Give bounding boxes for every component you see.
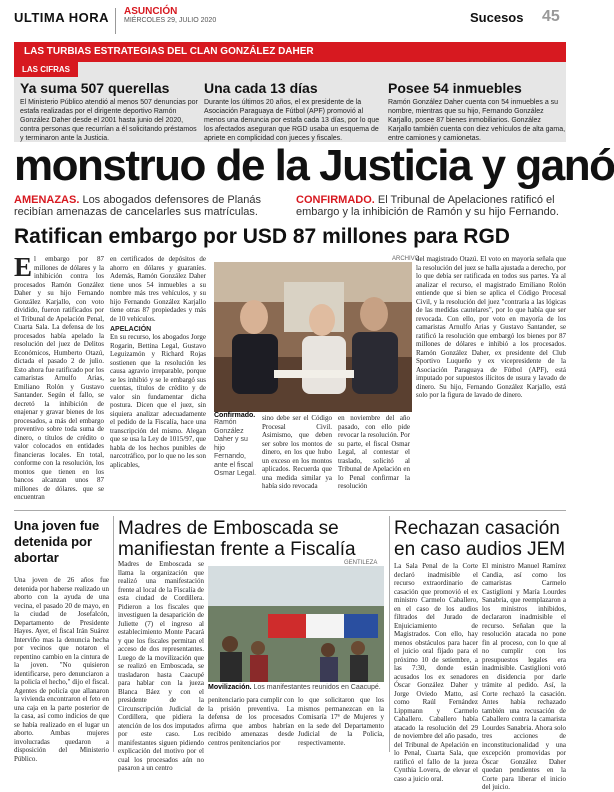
story-aborto-text — [14, 576, 109, 763]
column-text: en noviembre del año pasado, con ello pide revocar la resolución. Por su parte, el fiscal Osmar Legal, al contestar el traslado, solicitó al Tribunal de Apelación en lo Penal confirmar la resolución — [338, 414, 410, 490]
column-text: del magistrado Otazú. El voto en mayoría señala que la resolución del juez se halla ajustada a derecho, por lo que debía ser ratificada en todos sus partes. Ya al analizar el recurso, el magistrado Emiliano Rolón entiende que si bien se aplica el Código Procesal Civil, y la resolución del juez "contraría a las lógicas de las medidas cautelares", por lo que había que ser revocada. Con ello, por voto en mayoría de los camaristas Arnulfo Arias y Gustavo Santander, se ratificó la resolución que embargó los bienes por 87 millones de dólares e inhibió a los procesados. Ramón González Daher, ex presidente del Club Sportivo Luqueño y ex vicepresidente de la Asociación Paraguaya de Fútbol (APF), está imputado por supuestos ilícitos de usura y lavado de dinero. Su hijo, Fernando González Karjallo, está solo por la figura de lavado de dinero. — [416, 255, 566, 399]
column-text: Madres de Emboscada se llama la organización que realizó una manifestación frente al local de la Fiscalía de esta ciudad de Cordillera. Pidieron a los fiscales que investiguen la desaparición de Juliette (7) el ingreso al establecimiento Monte Pacará y que los fiscales permitan el acceso de dos representantes. Luego de la movilización que se realizó en Emboscada, se trasladaron hasta Caacupé para hablar con la jueza Blanca Báez y con el presidente de la Circunscripción Judicial de Cordillera, que pidiera la atención de los dos imputados por este caso. Los manifestantes siguen pidiendo explicación del motivo por el cual los procesados aún no pasaron a un centro — [118, 560, 204, 772]
deck-label: CONFIRMADO. — [296, 194, 375, 206]
courtroom-photo-image — [214, 262, 412, 412]
issue-date: MIÉRCOLES 29, JULIO 2020 — [124, 17, 217, 24]
fact-text: El Ministerio Público atendió al menos 507 denuncias por estafa realizadas por el dirigente deportivo Ramón González Daher desde el 2001 hasta junio del 2020, contra personas que recurrían a él solicitando préstamos y terminaron ante la Justicia. — [20, 99, 198, 142]
column-text: lo que solicitaron que los mismos permanezcan en la Comisaría 17ª de Mujeres y en la sede del Departamento Judicial de la Policía, respectivamente. — [298, 696, 384, 747]
story-emboscada-col-2 — [208, 696, 294, 752]
story-column-1 — [14, 252, 104, 505]
fact-title: Una cada 13 días — [204, 80, 318, 96]
caption-text: Los manifestantes reunidos en Caacupé. — [251, 684, 381, 691]
figures-label: LAS CIFRAS — [14, 62, 78, 77]
column-text: El ministro Manuel Ramírez Candia, así como los camaristas Carmelo Castiglioni y María Lourdes Sanabria, que reemplazaron a los ministros inhibidos, declararon inadmisible el recurso. Señalan que la resolución atacada no pone fin al proceso, con lo que al no cumplir con los presupuestos legales era inadmisible. Castiglioni votó en disidencia por darle trámite al pedido. Así, la Corte rechazó la casación. Antes había rechazado también una recusación de Caballero contra la camarista Lourdes Sanabria. Ahora solo tres acciones de inconstitucionalidad y una excepción promovidas por Óscar González Daher quedan pendientes en la Corte para liberar el inicio del juicio. — [482, 562, 566, 791]
deck-amenazas — [14, 194, 279, 218]
photo-credit: GENTILEZA — [344, 560, 378, 566]
fact-querellas — [20, 80, 198, 143]
kicker-band: LAS TURBIAS ESTRATEGIAS DEL CLAN GONZÁLEZ DAHER — [14, 42, 566, 62]
story-column-2 — [110, 255, 206, 505]
header-separator — [115, 8, 116, 34]
story-title-aborto: Una joven fue detenida por abortar — [14, 518, 100, 565]
story-column-5 — [416, 255, 566, 505]
caption-text: Ramón González Daher y su hijo Fernando, ante el fiscal Osmar Legal. — [214, 419, 257, 477]
column-text: En su recurso, los abogados Jorge Rogarin, Bettina Legal, Gustavo Leguizamón y Richard Rojas sostienen que la resolución les causa agravio irreparable, porque se les inhibió y se le embargó sus cuentas, títulos de crédito y de valor sin fundamentar dicha postura. Dicen que el juez, sin siquiera analizar adecuadamente el pedido de la Fiscalía, hace una transcripción del mismo. Alegan que se usa la Ley de 1015/97, que habla de los hechos punibles de narcotráfico, por lo que no les son aplicables, — [110, 333, 206, 469]
section-label-ultima-hora: ULTIMA HORA — [14, 10, 110, 25]
deck-confirmado — [296, 194, 561, 218]
protest-photo-image — [208, 566, 384, 682]
column-divider — [389, 516, 390, 752]
section-divider — [14, 510, 566, 511]
story-casacion-col-2 — [482, 562, 566, 791]
column-text: en certificados de depósitos de ahorro en dólares y guaraníes. Además, Ramón González Daher tiene unos 54 inmuebles a su nombre más tres vehículos, y su hijo Fernando González Karjallo tiene otras 87 propiedades y más de 10 vehículos. — [110, 255, 206, 323]
page-number: 45 — [542, 8, 560, 25]
column-text: La Sala Penal de la Corte declaró inadmisible el recurso extraordinario de casación que promovió el ex ministro Carmelo Caballero, en el caso de los audios filtrados del Jurado de Enjuiciamiento de Magistrados. Con ello, hay menos obstáculos para hacer el juicio oral fijado para el próximo 10 de setiembre, a las 7:30, donde están acusados los ex senadores Óscar González Daher y Jorge Oviedo Matto, así como Raúl Fernández Lippmann y Carmelo Caballero. Caballero había atacado la resolución del 29 de noviembre del año pasado, del Tribunal de Apelación en lo Penal, Cuarta Sala, que ratificó el fallo de la jueza Cynthia Lovera, de elevar el caso a juicio oral. — [394, 562, 478, 783]
photo-credit: ARCHIVO — [392, 256, 420, 262]
caption-title: Confirmado. — [214, 412, 256, 419]
fact-inmuebles — [388, 80, 566, 143]
fact-title: Posee 54 inmuebles — [388, 80, 522, 96]
story-title-emboscada: Madres de Emboscada se manifiestan frente a Fiscalía — [118, 518, 356, 560]
column-text: sino debe ser el Código Procesal Civil. Asimismo, que deben ser sobre los montos de dinero, en los que hubo un exceso en los montos aplicados. Recuerda que una medida similar ya había sido revocada — [262, 414, 332, 490]
protest-photo — [208, 566, 384, 682]
drop-cap: E — [14, 252, 33, 282]
photo-caption — [214, 412, 258, 479]
fact-13-dias — [204, 80, 382, 143]
column-text: penitenciario para cumplir con la prisión preventiva. La defensa de los procesados afirma que ambos habrían recibido amenazas desde centros penitenciarios por — [208, 696, 294, 747]
story-column-3 — [262, 414, 332, 506]
column-text: Una joven de 26 años fue detenida por haberse realizado un aborto con la ayuda de una vecina, el pasado 20 de mayo, en la ciudad de Josefalcón, Departamento de Presidente Hayes. Ayer, el fiscal Irán Suárez Interviño mas la denuncia hecha por vecinos que notaron el repentino cambio en la cintura de la joven. "No quisieron identificarse, pero denunciaron a la policía el hecho," dijo el fiscal. Agentes de policía que allanaron la vivienda encontraron el feto en una caja en la parte posterior de la casa, así como indicios de que se había realizado en el lugar un aborto. Ambas mujeres involucradas quedaron a disposición del Ministerio Público. — [14, 576, 109, 763]
column-divider — [113, 516, 114, 752]
page-header — [0, 0, 580, 42]
deck-text: Los abogados defensores de Planás recibían amenazas de cancelarles sus matrículas. — [14, 194, 262, 218]
fact-title: Ya suma 507 querellas — [20, 80, 170, 96]
subhead-apelacion: APELACIÓN — [110, 326, 152, 333]
story-title-casacion: Rechazan casación en caso audios JEM — [394, 518, 566, 560]
deck-label: AMENAZAS. — [14, 194, 80, 206]
story-title-embargo: Ratifican embargo por USD 87 millones para RGD — [14, 225, 510, 248]
story-casacion-col-1 — [394, 562, 478, 783]
figures-box — [14, 62, 566, 142]
story-emboscada-col-3 — [298, 696, 384, 752]
protest-caption — [208, 684, 384, 693]
fact-text: Ramón González Daher cuenta con 54 inmuebles a su nombre, mientras que su hijo, Fernando González Karjallo, posee 87 bienes inmobiliarios. González Karjallo también cuenta con diez vehículos de alta gama, entre camiones y camionetas. — [388, 99, 566, 142]
brand-location: ASUNCIÓN — [124, 6, 178, 17]
deck-text: El Tribunal de Apelaciones ratificó el embargo y la inhibición de Ramón y su hijo Fernando. — [296, 194, 559, 218]
fact-text: Durante los últimos 20 años, el ex presidente de la Asociación Paraguaya de Fútbol (APF) promovió al menos una denuncia por estafa cada 13 días, por lo que los afectados aseguran que RGD usaba un esquema de apriete en complicidad con jueces y fiscales. — [204, 99, 380, 142]
courtroom-photo — [214, 262, 412, 412]
section-label-sucesos: Sucesos — [470, 10, 524, 25]
story-emboscada-col-1 — [118, 560, 204, 772]
column-text: l embargo por 87 millones de dólares y la inhibición contra los procesados Ramón González Daher y su hijo Fernando González Karjallo, con voto dividido, fueron ratificados por el Tribunal de Apelación Penal, Cuarta Sala. La defensa de los procesados había apelado la resolución del juez de Delitos Económicos, Humberto Otazú, dictada el pasado 2 de julio. Esto ahora fue ratificado por los camaristas Arnulfo Arias, Emiliano Rolón y Gustavo Santander. Según el fallo, se decretó la inhibición de enajenar y gravar bienes de los procesados, a más del embargo preventivo sobre toda suma de dinero, o títulos de crédito o valor colocados en entidades financieras locales. En total, conforme con la resolución, los montos que tienen en los bancos alcanzan unos 87 millones de dólares. que se encuentran — [14, 255, 104, 501]
main-headline: monstruo de la Justicia y ganó — [14, 141, 614, 190]
story-column-4 — [338, 414, 410, 506]
caption-title: Movilización. — [208, 684, 252, 691]
